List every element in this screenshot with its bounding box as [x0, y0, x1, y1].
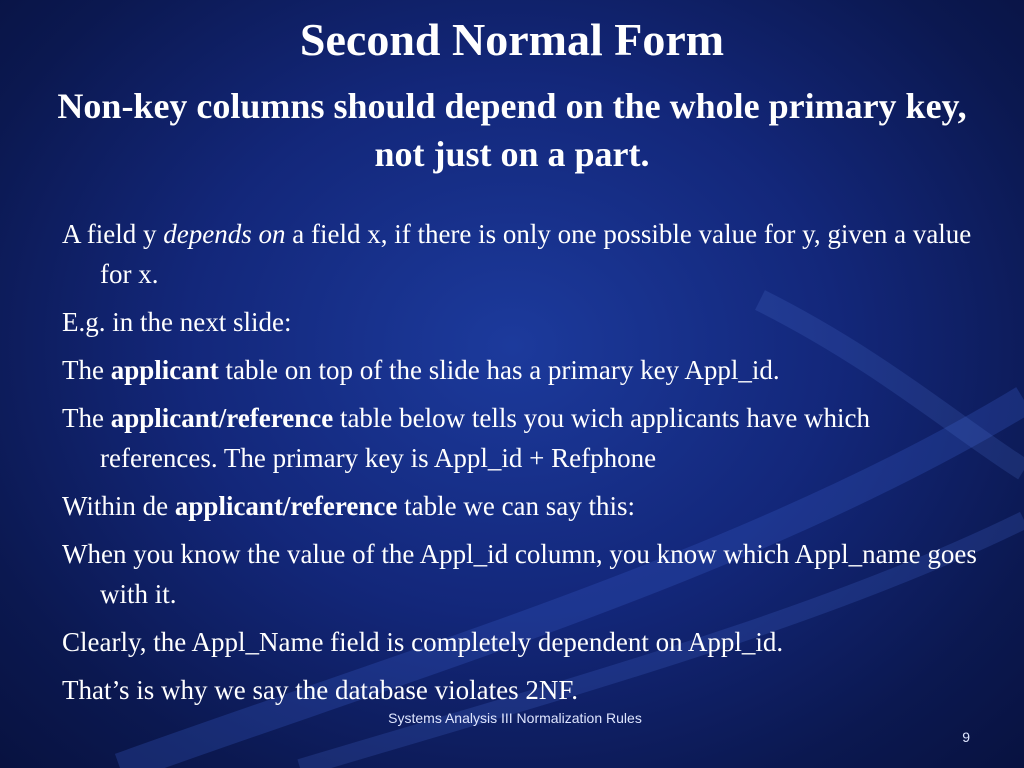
bullet-text: a field x, if there is only one possible value for y, given a value for x. — [100, 219, 972, 289]
bullet-text: The — [62, 355, 111, 385]
bullet-item — [62, 670, 982, 710]
bullet-text: The — [62, 403, 111, 433]
bullet-item — [62, 302, 982, 342]
bullet-text: That’s is why we say the database violates 2NF. — [62, 675, 578, 705]
bullet-bold: applicant/reference — [110, 403, 334, 433]
bullet-bold: applicant — [110, 355, 219, 385]
bullet-item — [62, 622, 982, 662]
bullet-text: A field y — [62, 219, 164, 249]
bullet-text: table we can say this: — [397, 491, 636, 521]
slide-subtitle: Non-key columns should depend on the whole primary key, not just on a part. — [57, 86, 967, 174]
bullet-item — [62, 486, 982, 526]
bullet-emphasis: depends on — [163, 219, 286, 249]
slide-page-number: 9 — [962, 729, 970, 745]
slide-footer: Systems Analysis III Normalization Rules — [388, 710, 642, 726]
bullet-text: table below tells you wich applicants have which references. The primary key is Appl_id + Refphone — [100, 403, 871, 473]
bullet-item — [62, 398, 982, 478]
bullet-text: Clearly, the Appl_Name field is completely dependent on Appl_id. — [62, 627, 784, 657]
bullet-list — [62, 214, 982, 718]
bullet-bold: applicant/reference — [174, 491, 398, 521]
bullet-item — [62, 534, 982, 614]
bullet-text: When you know the value of the Appl_id column, you know which Appl_name goes with it. — [62, 539, 977, 609]
bullet-text: Within de — [62, 491, 175, 521]
bullet-item — [62, 214, 982, 294]
bullet-text: table on top of the slide has a primary key Appl_id. — [218, 355, 780, 385]
slide-title: Second Normal Form — [299, 14, 725, 65]
bullet-item — [62, 350, 982, 390]
bullet-text: E.g. in the next slide: — [62, 307, 292, 337]
